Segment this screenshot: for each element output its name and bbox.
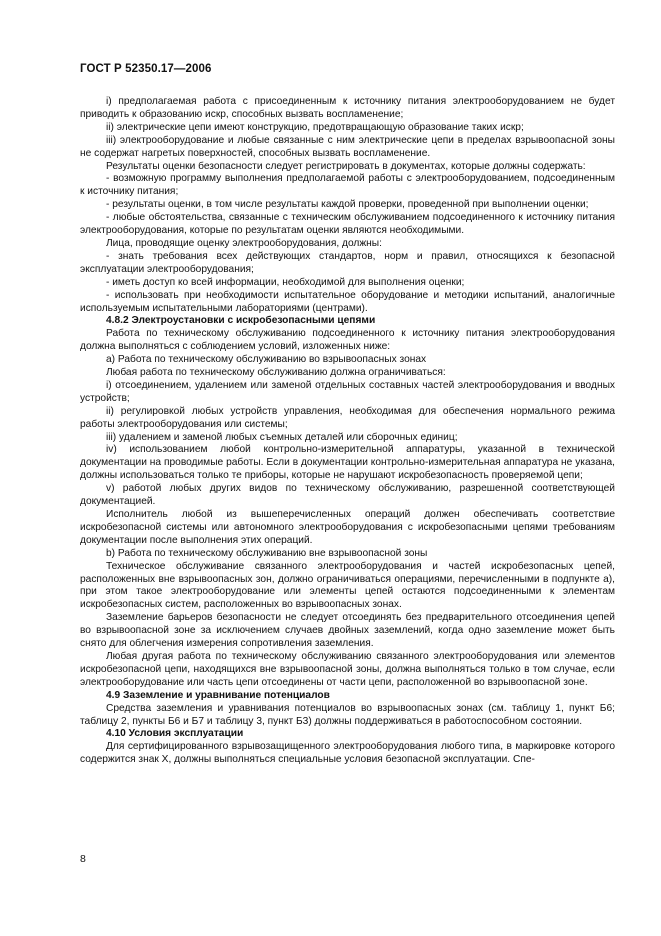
paragraph: Любая работа по техническому обслуживанию должна ограничиваться: bbox=[106, 367, 446, 379]
paragraph: Техническое обслуживание связанного электрооборудования и частей искробезопасных цепей, расположенных вне взрывоопасных зон, должно ограничиваться операциями, перечисленными в подпункте а), при этом такое электрооборудование или элементы цепей остаются подсоединенными к элементам искробезопасных систем, расположенных во взрывоопасных зонах. bbox=[80, 560, 615, 611]
paragraph: iii) электрооборудование и любые связанные с ним электрические цепи в пределах взрывоопасной зоны не содержат нагретых поверхностей, способных вызвать воспламенение. bbox=[80, 134, 615, 159]
paragraph: i) отсоединением, удалением или заменой отдельных составных частей электрооборудования и вводных устройств; bbox=[80, 379, 615, 404]
paragraph: iii) удалением и заменой любых съемных деталей или сборочных единиц; bbox=[106, 431, 458, 443]
paragraph: - результаты оценки, в том числе результаты каждой проверки, проведенной при выполнении оценки; bbox=[106, 199, 589, 211]
section-heading: 4.8.2 Электроустановки с искробезопасными цепями bbox=[106, 315, 376, 327]
paragraph: b) Работа по техническому обслуживанию вне взрывоопасной зоны bbox=[106, 547, 428, 559]
paragraph: а) Работа по техническому обслуживанию во взрывоопасных зонах bbox=[106, 354, 427, 366]
paragraph: Результаты оценки безопасности следует регистрировать в документах, которые должны содержать: bbox=[106, 160, 586, 172]
page-number: 8 bbox=[80, 853, 86, 865]
paragraph: - знать требования всех действующих стандартов, норм и правил, относящихся к безопасной эксплуатации электрооборудования; bbox=[80, 250, 615, 275]
paragraph: v) работой любых других видов по техническому обслуживанию, разрешенной соответствующей документацией. bbox=[80, 483, 615, 508]
paragraph: Заземление барьеров безопасности не следует отсоединять без предварительного отсоединения цепей во взрывоопасной зоне за исключением случаев двойных заземлений, когда одно заземление может быть снято для облегчения измерения сопротивления заземления. bbox=[80, 612, 615, 650]
paragraph: Любая другая работа по техническому обслуживанию связанного электрооборудования или элементов искробезопасной цепи, находящихся вне взрывоопасной зоны, должна выполняться только в том случае, если электрооборудование или часть цепи отсоединены от части цепи, расположенной во взрывоопасной зоне. bbox=[80, 650, 615, 688]
page-body bbox=[80, 96, 615, 767]
paragraph: Лица, проводящие оценку электрооборудования, должны: bbox=[106, 237, 382, 249]
paragraph: Средства заземления и уравнивания потенциалов во взрывоопасных зонах (см. таблицу 1, пункт Б6; таблицу 2, пункты Б6 и Б7 и таблицу 3, пункт Б3) должны поддерживаться в работоспособном состоянии. bbox=[80, 702, 615, 727]
paragraph: Для сертифицированного взрывозащищенного электрооборудования любого типа, в маркировке которого содержится знак Х, должны выполняться специальные условия безопасной эксплуатации. Спе- bbox=[80, 741, 615, 766]
page-header: ГОСТ Р 52350.17—2006 bbox=[80, 63, 212, 75]
paragraph: - использовать при необходимости испытательное оборудование и методики испытаний, аналогичные используемым испытательными лабораториями (центрами). bbox=[80, 289, 615, 314]
paragraph: - иметь доступ ко всей информации, необходимой для выполнения оценки; bbox=[106, 276, 465, 288]
paragraph: Работа по техническому обслуживанию подсоединенного к источнику питания электрооборудования должна выполняться с соблюдением условий, изложенных ниже: bbox=[80, 328, 615, 353]
paragraph: Исполнитель любой из вышеперечисленных операций должен обеспечивать соответствие искробезопасной системы или автономного электрооборудования с искробезопасными цепями требованиям документации после выполнения этих операций. bbox=[80, 509, 615, 546]
paragraph: ii) электрические цепи имеют конструкцию, предотвращающую образование таких искр; bbox=[106, 121, 524, 133]
paragraph: - возможную программу выполнения предполагаемой работы с электрооборудованием, подсоединенным к источнику питания; bbox=[80, 173, 615, 198]
section-heading: 4.10 Условия эксплуатации bbox=[106, 728, 244, 740]
paragraph: ii) регулировкой любых устройств управления, необходимая для обеспечения нормального режима работы электрооборудования или системы; bbox=[80, 405, 615, 430]
paragraph: i) предполагаемая работа с присоединенным к источнику питания электрооборудованием не будет приводить к образованию искр, способных вызвать воспламенение; bbox=[80, 96, 615, 120]
paragraph: iv) использованием любой контрольно-измерительной аппаратуры, указанной в технической документации на проводимые работы. Если в документации контрольно-измерительная аппаратура не указана, должны использоваться только те приборы, которые не нарушают искробезопасность проверяемой цепи; bbox=[80, 444, 615, 482]
section-heading: 4.9 Заземление и уравнивание потенциалов bbox=[106, 689, 330, 701]
paragraph: - любые обстоятельства, связанные с техническим обслуживанием подсоединенного к источнику питания электрооборудования, которые по результатам оценки являются необходимыми. bbox=[80, 212, 615, 237]
